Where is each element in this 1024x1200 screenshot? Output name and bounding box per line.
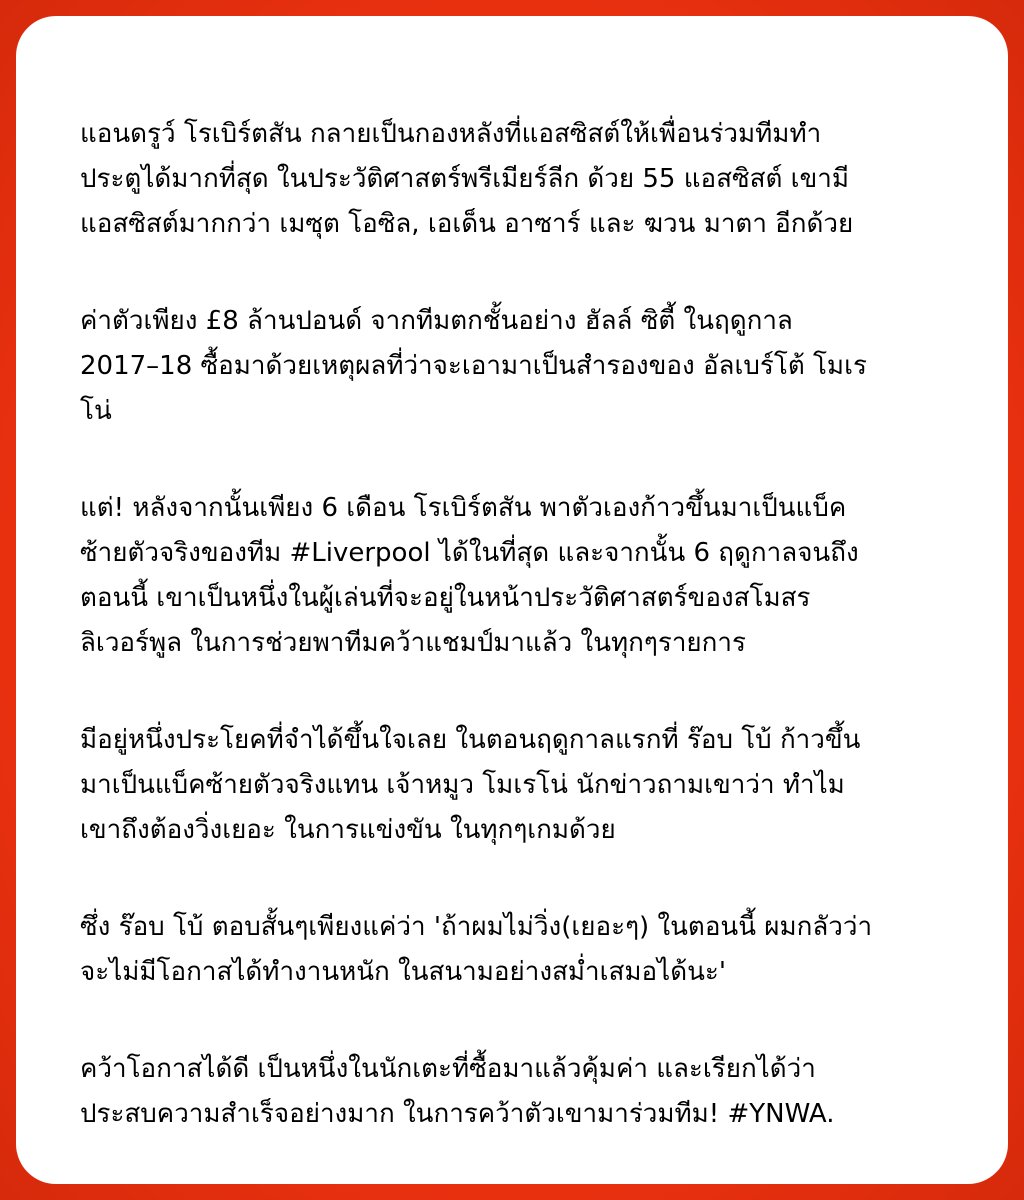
text-line: คว้าโอกาสได้ดี เป็นหนึ่งในนักเตะที่ซื้อมาแล้วคุ้มค่า และเรียกได้ว่า — [80, 1054, 816, 1084]
text-line: ประตูได้มากที่สุด ในประวัติศาสตร์พรีเมียร์ลีก ด้วย 55 แอสซิสต์ เขามี — [80, 164, 850, 194]
text-line: มาเป็นแบ็คซ้ายตัวจริงแทน เจ้าหมูว โมเรโน่ นักข่าวถามเขาว่า ทำไม — [80, 770, 845, 800]
text-line: มีอยู่หนึ่งประโยคที่จำได้ขึ้นใจเลย ในตอนฤดูกาลแรกที่ ร๊อบ โบ้ ก้าวขึ้น — [80, 725, 861, 755]
text-line: โน่ — [80, 396, 112, 426]
text-line: ประสบความสำเร็จอย่างมาก ในการคว้าตัวเขามาร่วมทีม! #YNWA. — [80, 1099, 835, 1129]
text-line: เขาถึงต้องวิ่งเยอะ ในการแข่งขัน ในทุกๆเกมด้วย — [80, 815, 616, 845]
text-line: ลิเวอร์พูล ในการช่วยพาทีมคว้าแชมป์มาแล้ว ในทุกๆรายการ — [80, 628, 746, 658]
paragraph-6 — [80, 1047, 948, 1137]
text-line: ซ้ายตัวจริงของทีม #Liverpool ได้ในที่สุด และจากนั้น 6 ฤดูกาลจนถึง — [80, 538, 859, 568]
paragraph-4 — [80, 718, 948, 853]
text-line: 2017–18 ซื้อมาด้วยเหตุผลที่ว่าจะเอามาเป็นสำรองของ อัลเบร์โต้ โมเร — [80, 351, 867, 381]
text-line: ซึ่ง ร๊อบ โบ้ ตอบสั้นๆเพียงแค่ว่า 'ถ้าผมไม่วิ่ง(เยอะๆ) ในตอนนี้ ผมกลัวว่า — [80, 912, 873, 942]
paragraph-2 — [80, 299, 948, 434]
paragraph-3 — [80, 486, 948, 666]
paragraph-1 — [80, 112, 948, 247]
post-text-card — [16, 16, 1008, 1184]
text-line: แอสซิสต์มากกว่า เมซุต โอซิล, เอเด็น อาซาร์ และ ฆวน มาตา อีกด้วย — [80, 209, 854, 239]
text-line: แอนดรูว์ โรเบิร์ตสัน กลายเป็นกองหลังที่แอสซิสต์ให้เพื่อนร่วมทีมทำ — [80, 119, 822, 149]
text-line: จะไม่มีโอกาสได้ทำงานหนัก ในสนามอย่างสม่ำเสมอได้นะ' — [80, 957, 726, 987]
text-line: แต่! หลังจากนั้นเพียง 6 เดือน โรเบิร์ตสัน พาตัวเองก้าวขึ้นมาเป็นแบ็ค — [80, 493, 847, 523]
paragraph-5 — [80, 905, 948, 995]
text-line: ค่าตัวเพียง £8 ล้านปอนด์ จากทีมตกชั้นอย่าง ฮัลล์ ซิตี้ ในฤดูกาล — [80, 306, 793, 336]
text-line: ตอนนี้ เขาเป็นหนึ่งในผู้เล่นที่จะอยู่ในหน้าประวัติศาสตร์ของสโมสร — [80, 583, 811, 613]
